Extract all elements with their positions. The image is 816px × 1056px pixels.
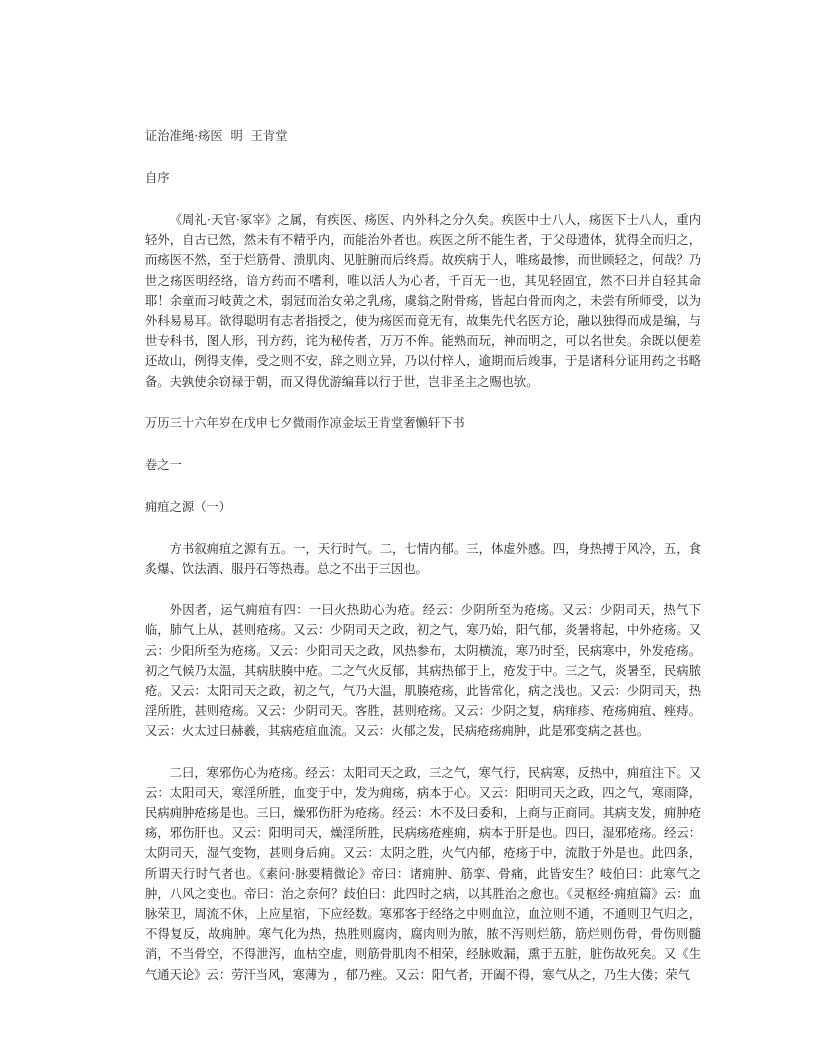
body-paragraph-2: 外因者，运气痈疽有四：一曰火热助心为疮。经云：少阴所至为疮疡。又云：少阴司天，热气下临，肺气上从，甚则疮疡。又云：少阴司天之政，初之气，寒乃始，阳气郁，炎暑将起，中外疮疡。又云：少阳所至为疮疡。又云：少阳司天之政，风热参布，太阴横流，寒乃时至，民病寒中，外发疮疡。初之气候乃太温，其病肤腠中疮。二之气火反郁，其病热郁于上，疮发于中。三之气，炎暑至，民病脓疮。又云：太阳司天之政，初之气，气乃大温，肌腠疮疡，此皆常化，病之浅也。又云：少阴司天，热淫所胜，甚则疮疡。又云：少阴司天。客胜，甚则疮疡。又云：少阴之复，病痱疹、疮疡痈疽、痤痔。又云：火太过曰赫羲，其病疮疽血流。又云：火郁之发，民病疮疡痈肿，此是邪变病之甚也。: [145, 603, 701, 739]
body-paragraph-1: 方书叙痈疽之源有五。一，天行时气。二，七情内郁。三，体虚外感。四，身热搏于风冷，五，食炙爆、饮法酒、服丹石等热毒。总之不出于三因也。: [145, 541, 701, 577]
body-paragraph-3: 二曰，寒邪伤心为疮疡。经云：太阳司天之政，三之气，寒气行，民病寒，反热中，痈疽注下。又云：太阳司天，寒淫所胜，血变于中，发为痈疡，病本于心。又云：阳明司天之政，四之气，寒雨降，民病痈肿疮疡是也。三曰，燥邪伤肝为疮疡。经云：木不及曰委和，上商与正商同。其病支发，痈肿疮疡，邪伤肝也。又云：阳明司天，燥淫所胜，民病疡疮痤痈，病本于肝是也。四曰，湿邪疮疡。经云：太阴司天，湿气变物，甚则身后痈。又云：太阴之胜，火气内郁，疮疡于中，流散于外是也。此四条，所谓天行时气者也。《素问·脉要精微论》帝曰：诸痈肿、筋挛、骨痛，此皆安生？岐伯曰：此寒气之肿，八风之变也。帝曰：治之奈何？歧伯曰：此四时之病，以其胜治之愈也。《灵枢经·痈疽篇》云：血脉荣卫，周流不休，上应星宿，下应经数。寒邪客于经络之中则血泣，血泣则不通，不通则卫气归之，不得复反，故痈肿。寒气化为热，热胜则腐肉，腐肉则为脓，脓不泻则烂筋，筋烂则伤骨，骨伤则髓消，不当骨空，不得泄泻，血枯空虚，则筋骨肌肉不相荣，经脉败漏，熏于五脏，脏伤故死矣。又《生气通天论》云：劳汗当风，寒薄为 ，郁乃痤。又云：阳气者，开阖不得，寒气从之，乃生大偻；荣气: [145, 765, 701, 982]
subsection-heading-origin-of-abscess: 痈疽之源（一）: [145, 499, 232, 514]
section-heading-volume-one: 卷之一: [145, 457, 182, 472]
document-content: [145, 126, 701, 985]
preface-colophon: 万历三十六年岁在戊申七夕微雨作凉金坛王肯堂奢懒轩下书: [145, 415, 465, 430]
preface-paragraph: 《周礼·天官·冢宰》之属，有疾医、疡医、内外科之分久矣。疾医中士八人，疡医下士八人，重内轻外，自古已然，然未有不精乎内，而能治外者也。疾医之所不能生者，于父母遗体，犹得全而归之，而疡医不然，至于烂筋骨、溃肌肉、见脏腑而后终焉。故疾病于人，唯疡最惨，而世顾轻之，何哉？乃世之疡医明经络，谙方药而不嗜利，唯以活人为心者，千百无一也，其见轻固宜，然不曰并自轻其命耶！余童而习岐黄之术，弱冠而治女弟之乳疡，虞翁之附骨疡，皆起白骨而肉之，未尝有所师受，以为外科易易耳。欲得聪明有志者指授之，使为疡医而竟无有，故集先代名医方论，融以独得而成是编，与世专科书，图人形，刊方药，诧为秘传者，万万不侔。能熟而玩，神而明之，可以名世矣。余既以便差还故山，例得支俸，受之则不安，辞之则立异，乃以付梓人，逾期而后竣事，于是诸科分证用药之书略备。夫孰使余窃禄于朝，而又得优游编葺以行于世，岂非圣主之赐也欤。: [145, 213, 701, 389]
book-title-line: 证治准绳·疡医 明 王肯堂: [145, 129, 288, 143]
section-heading-preface: 自序: [145, 171, 170, 185]
